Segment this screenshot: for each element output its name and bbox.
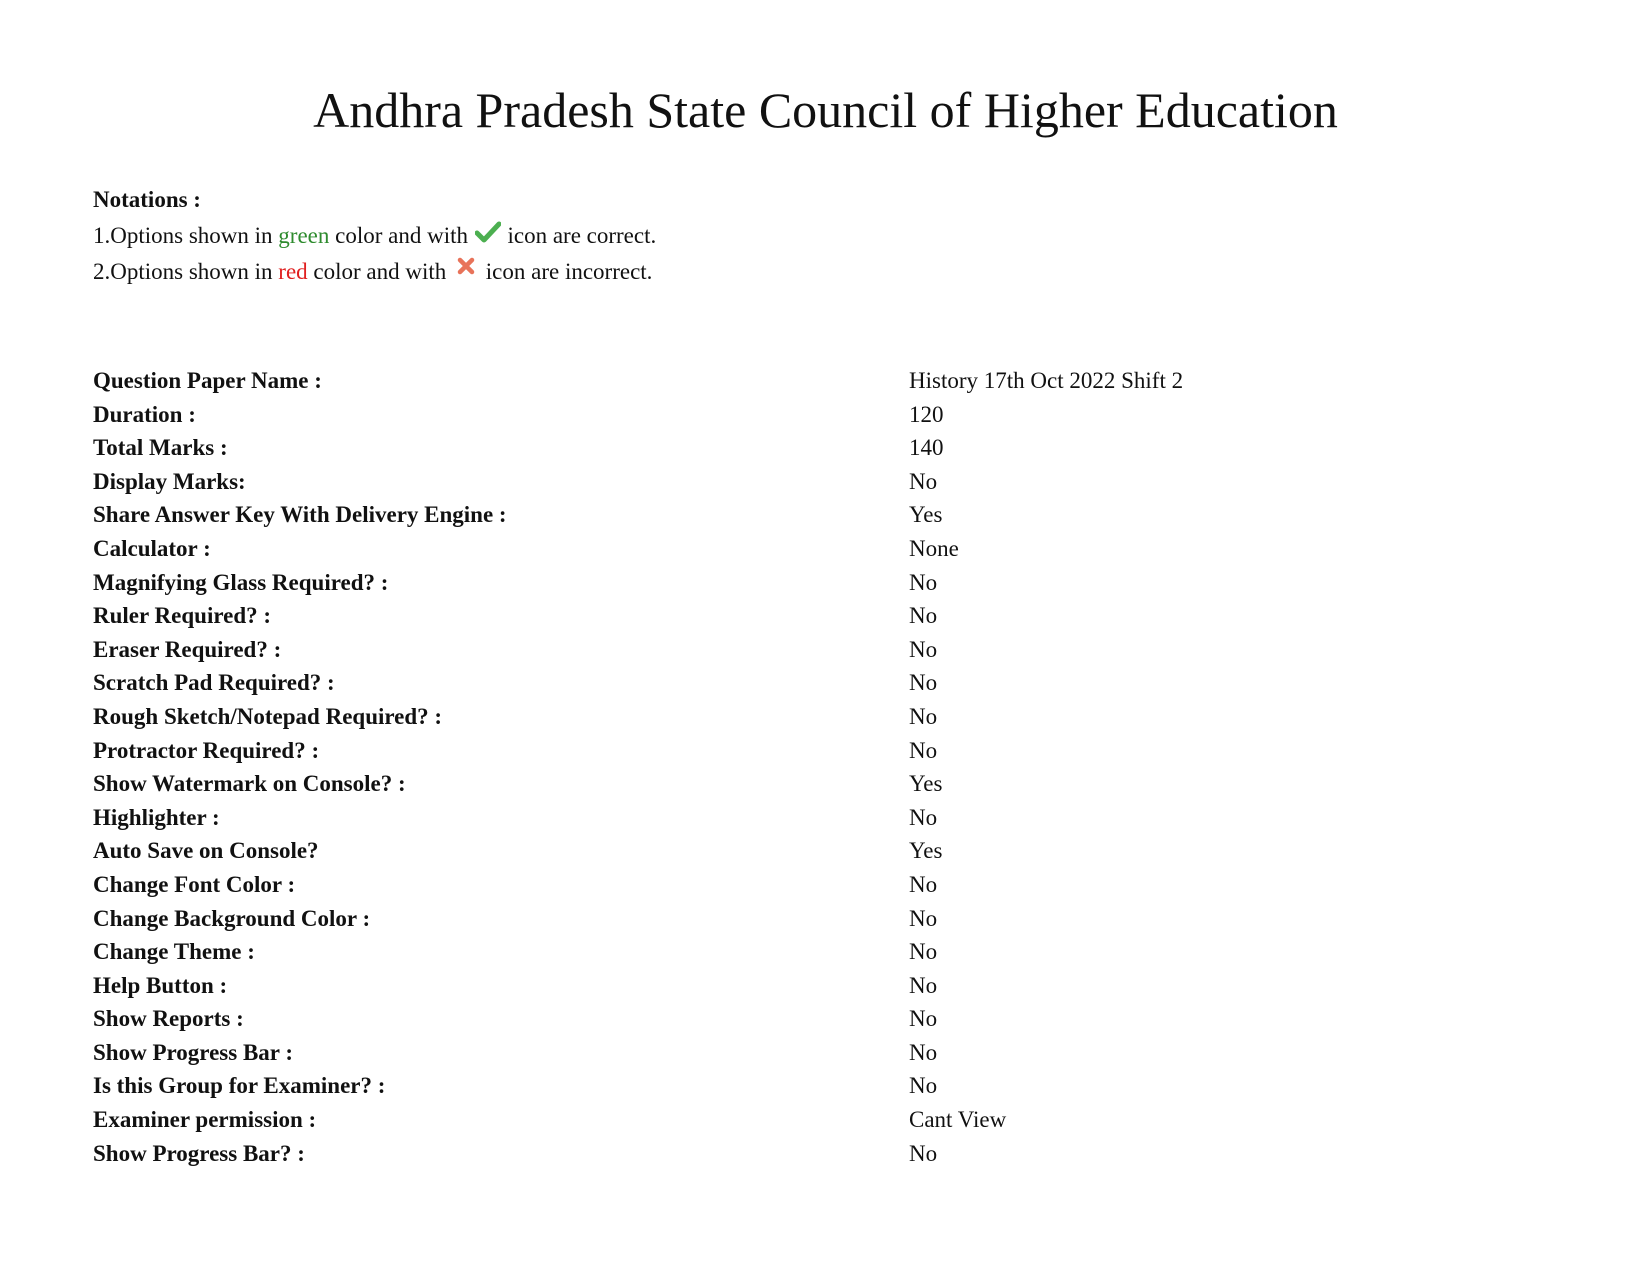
page-title: Andhra Pradesh State Council of Higher Education bbox=[313, 82, 1338, 138]
detail-row bbox=[93, 902, 1593, 936]
detail-value: No bbox=[909, 939, 938, 965]
detail-value: History 17th Oct 2022 Shift 2 bbox=[909, 368, 1184, 393]
detail-row bbox=[93, 1002, 1593, 1036]
detail-label: Change Font Color : bbox=[93, 871, 296, 897]
detail-label: Duration : bbox=[93, 401, 196, 427]
detail-value: No bbox=[909, 1039, 938, 1065]
detail-value: No bbox=[909, 569, 938, 595]
detail-value: No bbox=[909, 468, 938, 494]
detail-row bbox=[93, 398, 1593, 432]
detail-value: Yes bbox=[909, 771, 943, 797]
detail-label: Calculator : bbox=[93, 535, 211, 561]
detail-value: No bbox=[909, 804, 938, 830]
detail-row bbox=[93, 364, 1593, 398]
detail-row bbox=[93, 566, 1593, 600]
detail-value: 140 bbox=[909, 435, 944, 461]
detail-value: No bbox=[909, 972, 938, 998]
notation-correct-color-word: green bbox=[278, 223, 330, 248]
notation-incorrect-suffix: icon are incorrect. bbox=[485, 259, 653, 284]
detail-label: Eraser Required? : bbox=[93, 636, 282, 662]
detail-label: Help Button : bbox=[93, 972, 228, 998]
notations-section bbox=[93, 182, 656, 290]
detail-label: Auto Save on Console? bbox=[93, 838, 319, 864]
detail-label: Protractor Required? : bbox=[93, 737, 320, 763]
detail-value: Yes bbox=[909, 838, 943, 864]
detail-row bbox=[93, 868, 1593, 902]
detail-value: No bbox=[909, 905, 938, 931]
detail-label: Show Progress Bar : bbox=[93, 1039, 293, 1065]
detail-row bbox=[93, 465, 1593, 499]
detail-label: Total Marks : bbox=[93, 435, 228, 461]
detail-row bbox=[93, 801, 1593, 835]
detail-row bbox=[93, 734, 1593, 768]
detail-row bbox=[93, 1036, 1593, 1070]
detail-label: Magnifying Glass Required? : bbox=[93, 569, 389, 595]
detail-value: No bbox=[909, 603, 938, 629]
detail-label: Change Theme : bbox=[93, 939, 255, 965]
detail-label: Highlighter : bbox=[93, 804, 220, 830]
detail-label: Show Watermark on Console? : bbox=[93, 771, 406, 797]
detail-label: Question Paper Name : bbox=[93, 368, 322, 393]
detail-value: None bbox=[909, 535, 959, 561]
detail-label: Rough Sketch/Notepad Required? : bbox=[93, 703, 443, 729]
detail-label: Share Answer Key With Delivery Engine : bbox=[93, 502, 507, 528]
detail-row bbox=[93, 1069, 1593, 1103]
detail-row bbox=[93, 935, 1593, 969]
detail-value: 120 bbox=[909, 401, 944, 427]
detail-label: Show Progress Bar? : bbox=[93, 1140, 305, 1166]
detail-value: No bbox=[909, 1140, 938, 1166]
detail-row bbox=[93, 666, 1593, 700]
detail-label: Scratch Pad Required? : bbox=[93, 670, 335, 696]
detail-row bbox=[93, 633, 1593, 667]
notations-heading: Notations : bbox=[93, 187, 201, 212]
detail-label: Display Marks: bbox=[93, 468, 246, 494]
detail-label: Examiner permission : bbox=[93, 1107, 317, 1133]
detail-value: No bbox=[909, 1006, 938, 1032]
notation-correct-suffix: icon are correct. bbox=[507, 223, 657, 248]
detail-value: Yes bbox=[909, 502, 943, 528]
notation-incorrect bbox=[93, 254, 656, 290]
detail-value: No bbox=[909, 670, 938, 696]
detail-value: No bbox=[909, 871, 938, 897]
detail-value: No bbox=[909, 703, 938, 729]
notation-correct-prefix: 1.Options shown in bbox=[93, 223, 273, 248]
detail-row bbox=[93, 1103, 1593, 1137]
paper-details-table bbox=[93, 364, 1593, 1170]
detail-row bbox=[93, 834, 1593, 868]
notation-correct-middle: color and with bbox=[335, 223, 468, 248]
detail-row bbox=[93, 599, 1593, 633]
cross-icon bbox=[452, 257, 480, 281]
detail-value: No bbox=[909, 636, 938, 662]
detail-label: Is this Group for Examiner? : bbox=[93, 1073, 386, 1099]
notation-incorrect-middle: color and with bbox=[313, 259, 447, 284]
notation-incorrect-prefix: 2.Options shown in bbox=[93, 259, 273, 284]
detail-row bbox=[93, 700, 1593, 734]
detail-label: Change Background Color : bbox=[93, 905, 371, 931]
detail-row bbox=[93, 532, 1593, 566]
detail-label: Show Reports : bbox=[93, 1006, 244, 1032]
detail-row bbox=[93, 431, 1593, 465]
notation-correct bbox=[93, 218, 656, 254]
detail-value: No bbox=[909, 737, 938, 763]
detail-row bbox=[93, 767, 1593, 801]
detail-row bbox=[93, 969, 1593, 1003]
detail-value: No bbox=[909, 1073, 938, 1099]
notation-incorrect-color-word: red bbox=[278, 259, 308, 284]
detail-row bbox=[93, 498, 1593, 532]
detail-label: Ruler Required? : bbox=[93, 603, 272, 629]
detail-row bbox=[93, 1137, 1593, 1171]
detail-value: Cant View bbox=[909, 1107, 1007, 1133]
check-icon bbox=[474, 221, 502, 245]
